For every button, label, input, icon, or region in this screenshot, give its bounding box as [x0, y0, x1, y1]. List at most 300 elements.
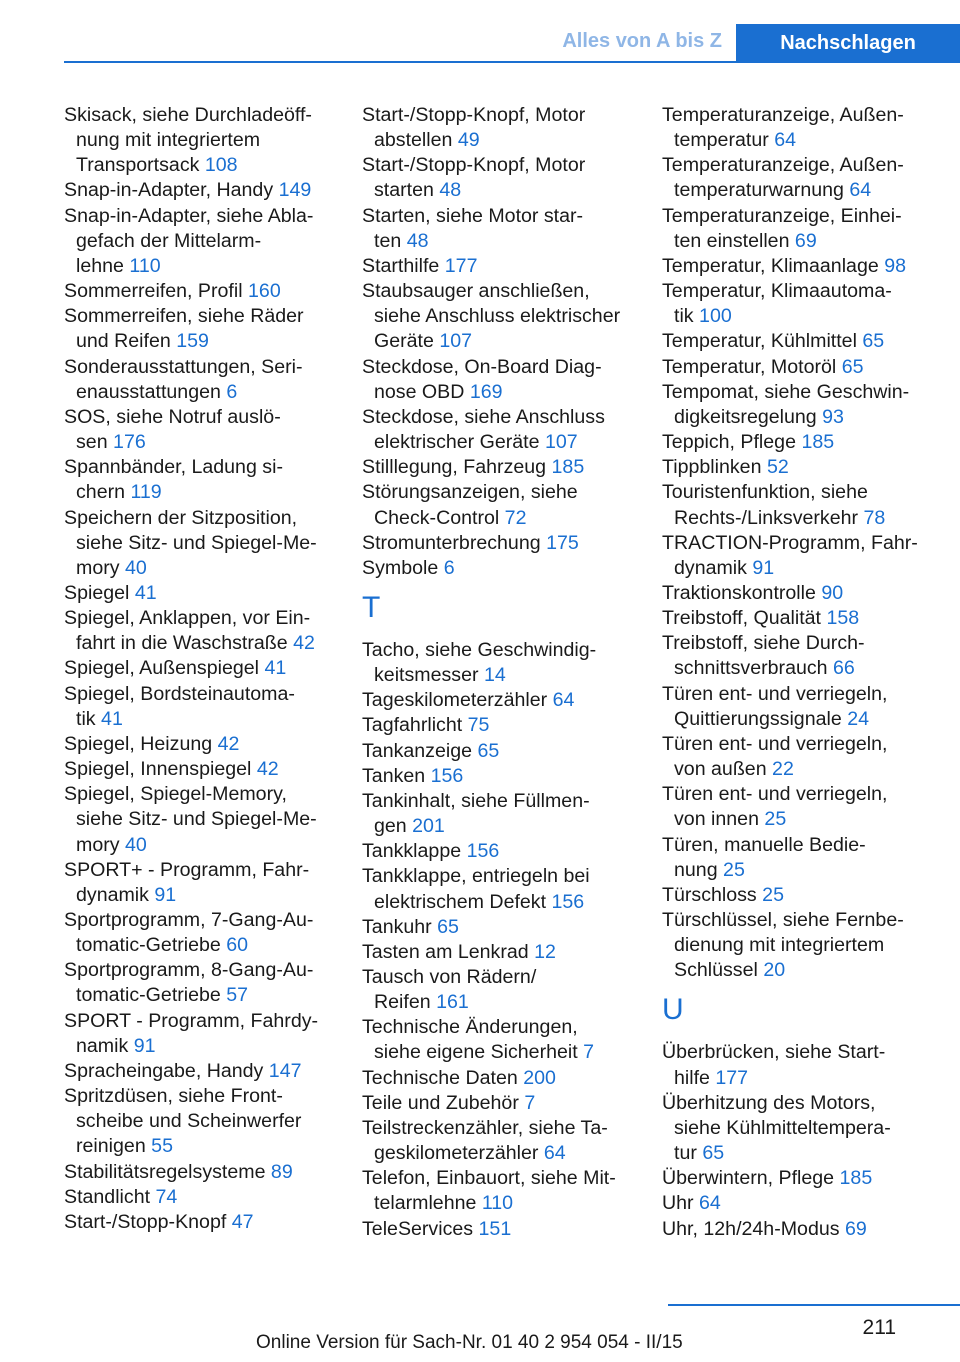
index-entry-text: Spiegel, Spiegel-Memory, — [64, 783, 287, 806]
index-entry — [662, 682, 930, 732]
index-entry-text: Überbrücken, siehe Start- — [662, 1041, 886, 1064]
index-entry-text: Tankinhalt, siehe Füllmen- — [362, 789, 590, 812]
index-entry-text: Sportprogramm, 7-Gang-Au- — [64, 909, 314, 931]
index-entry-text: temperatur — [674, 129, 775, 152]
index-entry-text: Treibstoff, Qualität — [662, 607, 827, 630]
page-reference-link[interactable]: 91 — [752, 556, 775, 579]
page-reference-link[interactable]: 64 — [774, 129, 796, 152]
page-reference-link[interactable]: 20 — [763, 959, 786, 982]
index-entry-text: dienung mit integriertem — [674, 934, 885, 957]
index-entry-text: gefach der Mittelarm- — [76, 229, 262, 252]
index-entry-text: Steckdose, On-Board Diag- — [362, 355, 602, 378]
page-reference-link[interactable]: 64 — [552, 689, 575, 712]
page-reference-link[interactable]: 75 — [467, 714, 490, 737]
index-entry — [362, 1015, 630, 1065]
index-entry-text: Spiegel, Innenspiegel — [64, 758, 257, 781]
header-rule — [64, 61, 960, 63]
index-entry-text: Staubsauger anschließen, — [362, 280, 590, 303]
index-entry — [64, 757, 332, 782]
page-reference-link[interactable]: 40 — [124, 556, 147, 579]
index-entry-text: Temperatur, Klimaautoma- — [662, 280, 892, 303]
index-entry — [362, 1116, 630, 1166]
index-entry-text: Türschloss — [662, 883, 763, 906]
index-entry-text: tomatic-Getriebe — [76, 984, 227, 1007]
index-entry-text: Sommerreifen, Profil — [64, 280, 249, 303]
index-entry-text: Tankuhr — [362, 915, 438, 938]
index-entry — [64, 1210, 332, 1235]
page-reference-link[interactable]: 55 — [151, 1135, 173, 1158]
index-entry — [662, 455, 930, 480]
page-reference-link[interactable]: 25 — [723, 858, 745, 881]
index-entry-text: Spiegel, Außenspiegel — [64, 657, 265, 680]
index-entry — [64, 279, 332, 304]
page-reference-link[interactable]: 49 — [457, 129, 480, 152]
index-entry — [662, 103, 930, 153]
index-entry — [362, 153, 630, 203]
index-entry — [362, 204, 630, 254]
index-entry-text: Tanken — [362, 764, 431, 787]
page-reference-link[interactable]: 107 — [439, 330, 473, 353]
page-reference-link[interactable]: 66 — [833, 657, 855, 680]
index-entry — [662, 153, 930, 203]
index-entry-text: dynamik — [76, 883, 155, 906]
index-entry-text: nung mit integriertem — [76, 129, 261, 152]
index-entry-text: Start-/Stopp-Knopf, Motor — [362, 154, 586, 177]
index-entry — [662, 204, 930, 254]
page-reference-link[interactable]: 57 — [226, 984, 249, 1007]
index-entry-text: Tasten am Lenkrad — [362, 940, 535, 963]
index-entry-text: Rechts-/Linksverkehr — [674, 506, 864, 529]
page-reference-link[interactable]: 100 — [699, 305, 732, 328]
index-entry-text: Tausch von Rädern/ — [362, 966, 537, 988]
index-entry — [64, 304, 332, 354]
index-entry-text: Tageskilometerzähler — [362, 689, 553, 712]
index-entry — [362, 405, 630, 455]
page-reference-link[interactable]: 98 — [884, 254, 906, 277]
index-entry — [64, 858, 332, 908]
index-entry-text: Teppich, Pflege — [662, 431, 802, 454]
page-reference-link[interactable]: 156 — [430, 764, 464, 787]
page-reference-link[interactable]: 110 — [481, 1192, 514, 1215]
page-reference-link[interactable]: 6 — [443, 556, 455, 579]
index-entry-text: Überwintern, Pflege — [662, 1167, 840, 1190]
index-entry-text: Stilllegung, Fahrzeug — [362, 456, 552, 479]
page-reference-link[interactable]: 7 — [583, 1041, 595, 1064]
index-entry-text: Türen ent- und verriegeln, — [662, 783, 888, 806]
index-entry-text: siehe Kühlmitteltempera- — [674, 1116, 891, 1139]
page-reference-link[interactable]: 7 — [524, 1091, 536, 1114]
index-entry-text: tik — [76, 707, 102, 730]
page-reference-link[interactable]: 156 — [466, 840, 500, 863]
index-entry-text: Tankklappe — [362, 840, 467, 863]
index-entry-text: Spannbänder, Ladung si- — [64, 456, 283, 479]
index-entry-text: Start-/Stopp-Knopf, Motor — [362, 104, 586, 126]
page-reference-link[interactable]: 41 — [264, 657, 287, 680]
index-entry — [362, 839, 630, 864]
page-reference-link[interactable]: 64 — [849, 179, 872, 202]
index-entry-text: Snap-in-Adapter, siehe Abla- — [64, 204, 314, 227]
index-entry — [662, 430, 930, 455]
index-entry-text: enausstattungen — [76, 380, 227, 403]
index-entry — [64, 1160, 332, 1185]
index-entry — [662, 732, 930, 782]
page-reference-link[interactable]: 25 — [764, 808, 787, 831]
index-entry-text: Quittierungssignale — [674, 707, 848, 730]
index-entry-text: reinigen — [76, 1135, 152, 1158]
index-entry-text: Tempomat, siehe Geschwin- — [662, 380, 910, 403]
page-reference-link[interactable]: 47 — [231, 1210, 254, 1233]
index-entry — [362, 764, 630, 789]
index-entry — [662, 1166, 930, 1191]
index-entry-text: Spritzdüsen, siehe Front- — [64, 1085, 283, 1108]
page-reference-link[interactable]: 65 — [477, 739, 500, 762]
page-reference-link[interactable]: 176 — [113, 431, 146, 454]
index-entry-text: hilfe — [674, 1066, 716, 1089]
page-reference-link[interactable]: 161 — [436, 991, 469, 1014]
index-entry — [362, 1066, 630, 1091]
index-entry-text: Stromunterbrechung — [362, 531, 547, 554]
footer-version-text: Online Version für Sach-Nr. 01 40 2 954 054 - II/15 — [256, 1332, 683, 1353]
page-reference-link[interactable]: 110 — [129, 254, 161, 277]
index-entry — [662, 1191, 930, 1216]
index-entry — [662, 908, 930, 983]
index-entry-text: Schlüssel — [674, 959, 764, 982]
index-entry — [662, 883, 930, 908]
index-entry-text: Starten, siehe Motor star- — [362, 204, 584, 227]
index-entry — [64, 782, 332, 857]
page-reference-link[interactable]: 177 — [444, 254, 478, 277]
index-entry — [64, 1009, 332, 1059]
index-entry-text: Start-/Stopp-Knopf — [64, 1210, 232, 1233]
page-reference-link[interactable]: 65 — [862, 330, 885, 353]
index-entry-text: Sommerreifen, siehe Räder — [64, 305, 304, 328]
index-entry — [64, 506, 332, 581]
index-entry-text: Sportprogramm, 8-Gang-Au- — [64, 959, 314, 982]
index-entry-text: Uhr, 12h/24h-Modus — [662, 1217, 845, 1240]
index-entry — [64, 355, 332, 405]
page-reference-link[interactable]: 42 — [256, 758, 279, 781]
index-entry-text: siehe Anschluss elektrischer — [374, 305, 621, 328]
page-reference-link[interactable]: 156 — [551, 890, 585, 913]
index-entry-text: Skisack, siehe Durchladeöff- — [64, 104, 312, 126]
index-entry — [662, 254, 930, 279]
page-reference-link[interactable]: 90 — [821, 581, 844, 604]
index-entry-text: TRACTION-Programm, Fahr- — [662, 531, 918, 554]
index-entry-text: Tagfahrlicht — [362, 714, 468, 737]
page-reference-link[interactable]: 65 — [702, 1142, 725, 1165]
index-entry-text: Stabilitätsregelsysteme — [64, 1160, 271, 1183]
footer-rule — [668, 1304, 960, 1306]
index-entry-text: Uhr — [662, 1192, 700, 1215]
index-entry-text: Symbole — [362, 556, 444, 579]
page-reference-link[interactable]: 65 — [841, 355, 864, 378]
index-entry — [362, 103, 630, 153]
index-entry-text: tomatic-Getriebe — [76, 934, 227, 957]
index-entry-text: Temperaturanzeige, Einhei- — [662, 204, 902, 227]
index-column-2 — [362, 103, 630, 1242]
index-entry-text: lehne — [76, 254, 130, 277]
index-entry-text: Temperaturanzeige, Außen- — [662, 154, 904, 177]
index-entry — [662, 380, 930, 430]
index-entry — [662, 581, 930, 606]
page-reference-link[interactable]: 41 — [134, 581, 157, 604]
index-column-3 — [662, 103, 930, 1242]
index-entry — [64, 732, 332, 757]
index-entry-text: Spiegel, Heizung — [64, 732, 218, 755]
index-entry — [362, 688, 630, 713]
header-section-title: Alles von A bis Z — [562, 30, 722, 52]
page-reference-link[interactable]: 52 — [766, 456, 789, 479]
page-reference-link[interactable]: 91 — [154, 883, 177, 906]
index-entry-text: elektrischer Geräte — [374, 431, 545, 454]
index-entry-text: geskilometerzähler — [374, 1142, 544, 1165]
index-entry — [64, 1084, 332, 1159]
index-entry — [662, 782, 930, 832]
index-entry — [662, 1217, 930, 1242]
page-reference-link[interactable]: 149 — [278, 179, 312, 202]
index-entry-text: Standlicht — [64, 1185, 156, 1208]
page-reference-link[interactable]: 175 — [546, 531, 579, 554]
page-reference-link[interactable]: 91 — [133, 1034, 156, 1057]
index-entry-text: nung — [674, 858, 724, 881]
index-entry-text: Telefon, Einbauort, siehe Mit- — [362, 1167, 616, 1190]
page-reference-link[interactable]: 14 — [483, 664, 506, 687]
page-reference-link[interactable]: 169 — [469, 380, 503, 403]
index-entry-text: temperaturwarnung — [674, 179, 850, 202]
index-entry — [362, 915, 630, 940]
page-reference-link[interactable]: 64 — [543, 1142, 566, 1165]
index-entry-text: Geräte — [374, 330, 440, 353]
page-number: 211 — [862, 1316, 896, 1339]
page-reference-link[interactable]: 22 — [772, 758, 794, 781]
index-entry-text: Temperatur, Motoröl — [662, 355, 842, 378]
index-entry-text: Technische Daten — [362, 1066, 524, 1089]
index-entry — [362, 455, 630, 480]
index-entry — [362, 789, 630, 839]
index-entry — [64, 1059, 332, 1084]
index-entry-text: tur — [674, 1142, 703, 1165]
index-entry-text: Steckdose, siehe Anschluss — [362, 405, 605, 428]
index-entry-text: SPORT - Programm, Fahrdy- — [64, 1009, 319, 1032]
index-entry — [362, 713, 630, 738]
index-entry — [64, 682, 332, 732]
index-entry — [662, 1040, 930, 1090]
index-entry — [362, 355, 630, 405]
index-entry-text: siehe eigene Sicherheit — [374, 1041, 584, 1064]
index-entry-text: Tippblinken — [662, 456, 767, 479]
index-entry-text: Tankanzeige — [362, 739, 478, 762]
index-entry-text: siehe Sitz- und Spiegel-Me- — [76, 531, 317, 554]
index-entry — [362, 739, 630, 764]
index-entry — [362, 1217, 630, 1242]
index-entry — [64, 656, 332, 681]
page-reference-link[interactable]: 78 — [863, 506, 886, 529]
page-reference-link[interactable]: 185 — [839, 1167, 873, 1190]
index-entry — [362, 480, 630, 530]
index-entry-text: gen — [374, 815, 413, 838]
index-entry-text: elektrischem Defekt — [374, 890, 552, 913]
index-entry-text: Tacho, siehe Geschwindig- — [362, 638, 597, 661]
index-entry — [362, 864, 630, 914]
index-entry-text: SPORT+ - Programm, Fahr- — [64, 858, 310, 881]
index-entry-text: Treibstoff, siehe Durch- — [662, 632, 865, 655]
index-entry-text: Starthilfe — [362, 254, 445, 277]
page-reference-link[interactable]: 64 — [699, 1192, 721, 1215]
section-letter: U — [662, 993, 684, 1027]
index-entry-text: Touristenfunktion, siehe — [662, 481, 868, 504]
index-entry-text: Check-Control — [374, 506, 505, 529]
index-entry-text: Teile und Zubehör — [362, 1091, 525, 1114]
index-entry — [64, 581, 332, 606]
index-entry — [64, 204, 332, 279]
page-reference-link[interactable]: 185 — [801, 431, 835, 454]
index-entry-text: Türen ent- und verriegeln, — [662, 682, 888, 705]
page-reference-link[interactable]: 6 — [226, 380, 238, 403]
page-reference-link[interactable]: 48 — [439, 179, 462, 202]
index-entry — [662, 833, 930, 883]
page-reference-link[interactable]: 160 — [248, 280, 281, 303]
page-reference-link[interactable]: 25 — [762, 883, 784, 906]
index-entry-text: dynamik — [674, 556, 753, 579]
index-entry — [64, 455, 332, 505]
index-entry-text: Sonderausstattungen, Seri- — [64, 355, 303, 378]
page-reference-link[interactable]: 74 — [155, 1185, 178, 1208]
index-entry-text: Türen, manuelle Bedie- — [662, 833, 866, 856]
index-entry-text: siehe Sitz- und Spiegel-Me- — [76, 808, 317, 831]
index-entry-text: SOS, siehe Notruf auslö- — [64, 405, 281, 428]
index-entry — [662, 606, 930, 631]
index-entry-text: tik — [674, 305, 700, 328]
page-reference-link[interactable]: 40 — [124, 833, 147, 856]
page-reference-link[interactable]: 89 — [270, 1160, 293, 1183]
index-entry-text: Teilstreckenzähler, siehe Ta- — [362, 1116, 608, 1139]
index-entry-text: Tankklappe, entriegeln bei — [362, 865, 590, 888]
index-entry — [64, 405, 332, 455]
index-entry-text: ten einstellen — [674, 229, 795, 252]
index-entry-text: fahrt in die Waschstraße — [76, 632, 294, 655]
index-entry — [64, 1185, 332, 1210]
page-reference-link[interactable]: 151 — [478, 1217, 512, 1240]
index-entry — [362, 556, 630, 581]
index-entry-text: Spracheingabe, Handy — [64, 1059, 269, 1082]
index-entry-text: Temperatur, Kühlmittel — [662, 330, 863, 353]
page-reference-link[interactable]: 42 — [293, 632, 315, 655]
index-entry-text: sen — [76, 431, 114, 454]
index-entry-text: Türen ent- und verriegeln, — [662, 732, 888, 755]
index-entry-text: von innen — [674, 808, 765, 831]
index-entry — [362, 940, 630, 965]
index-entry-text: namik — [76, 1034, 134, 1057]
page-reference-link[interactable]: 159 — [176, 330, 209, 353]
index-entry-text: scheibe und Scheinwerfer — [76, 1110, 302, 1133]
index-entry-text: Technische Änderungen, — [362, 1016, 578, 1039]
index-entry-text: Transportsack — [76, 154, 205, 177]
index-entry-text: und Reifen — [76, 330, 177, 353]
index-entry-text: starten — [374, 179, 440, 202]
index-entry-text: Türschlüssel, siehe Fernbe- — [662, 909, 904, 931]
index-entry-text: ten — [374, 229, 407, 252]
index-entry — [64, 103, 332, 178]
index-entry — [64, 178, 332, 203]
page-reference-link[interactable]: 177 — [715, 1066, 749, 1089]
page-reference-link[interactable]: 24 — [847, 707, 869, 730]
index-entry-text: nose OBD — [374, 380, 470, 403]
index-entry — [362, 531, 630, 556]
index-entry — [362, 1166, 630, 1216]
index-entry-text: Speichern der Sitzposition, — [64, 506, 298, 529]
index-entry-text: Temperatur, Klimaanlage — [662, 254, 885, 277]
page-reference-link[interactable]: 119 — [130, 481, 162, 504]
index-column-1 — [64, 103, 332, 1235]
index-entry — [64, 958, 332, 1008]
index-entry-text: mory — [76, 556, 125, 579]
page-reference-link[interactable]: 201 — [412, 815, 445, 838]
page-reference-link[interactable]: 41 — [101, 707, 123, 730]
index-entry — [362, 1091, 630, 1116]
index-entry — [662, 631, 930, 681]
page-reference-link[interactable]: 48 — [406, 229, 429, 252]
index-entry — [362, 279, 630, 354]
index-entry — [662, 531, 930, 581]
index-entry — [662, 329, 930, 354]
index-entry-text: digkeitsregelung — [674, 405, 823, 428]
section-letter: T — [362, 590, 381, 624]
index-entry — [64, 606, 332, 656]
page-reference-link[interactable]: 60 — [226, 934, 249, 957]
index-entry-text: Überhitzung des Motors, — [662, 1091, 876, 1114]
index-entry — [662, 279, 930, 329]
index-entry-text: keitsmesser — [374, 664, 484, 687]
page-reference-link[interactable]: 158 — [826, 607, 860, 630]
index-entry-text: Störungsanzeigen, siehe — [362, 481, 578, 504]
index-entry — [64, 908, 332, 958]
index-entry-text: chern — [76, 481, 131, 504]
index-entry — [362, 638, 630, 688]
header-tab[interactable]: Nachschlagen — [736, 24, 960, 63]
page-reference-link[interactable]: 185 — [551, 456, 585, 479]
index-entry-text: Temperaturanzeige, Außen- — [662, 104, 904, 126]
index-entry-text: TeleServices — [362, 1217, 479, 1240]
index-entry — [662, 355, 930, 380]
index-entry — [662, 480, 930, 530]
index-entry-text: abstellen — [374, 129, 458, 152]
index-entry-text: telarmlehne — [374, 1192, 482, 1215]
page-reference-link[interactable]: 107 — [544, 431, 578, 454]
page-reference-link[interactable]: 69 — [844, 1217, 867, 1240]
page-reference-link[interactable]: 72 — [504, 506, 527, 529]
index-entry — [362, 254, 630, 279]
index-entry-text: von außen — [674, 758, 773, 781]
page-reference-link[interactable]: 65 — [437, 915, 459, 938]
page-reference-link[interactable]: 12 — [534, 940, 556, 963]
index-entry-text: Snap-in-Adapter, Handy — [64, 179, 279, 202]
index-entry-text: Spiegel, Bordsteinautoma- — [64, 682, 295, 705]
page-reference-link[interactable]: 147 — [268, 1059, 302, 1082]
page-reference-link[interactable]: 200 — [523, 1066, 556, 1089]
index-entry-text: Reifen — [374, 991, 437, 1014]
index-entry — [662, 1091, 930, 1166]
index-entry-text: Spiegel, Anklappen, vor Ein- — [64, 607, 311, 630]
page-reference-link[interactable]: 42 — [217, 732, 240, 755]
index-entry-text: Traktionskontrolle — [662, 581, 822, 604]
index-entry-text: mory — [76, 833, 125, 856]
index-entry — [362, 965, 630, 1015]
page-reference-link[interactable]: 108 — [204, 154, 238, 177]
page-reference-link[interactable]: 93 — [822, 405, 844, 428]
index-entry-text: Spiegel — [64, 581, 135, 604]
index-entry-text: schnittsverbrauch — [674, 657, 833, 680]
page-reference-link[interactable]: 69 — [794, 229, 817, 252]
